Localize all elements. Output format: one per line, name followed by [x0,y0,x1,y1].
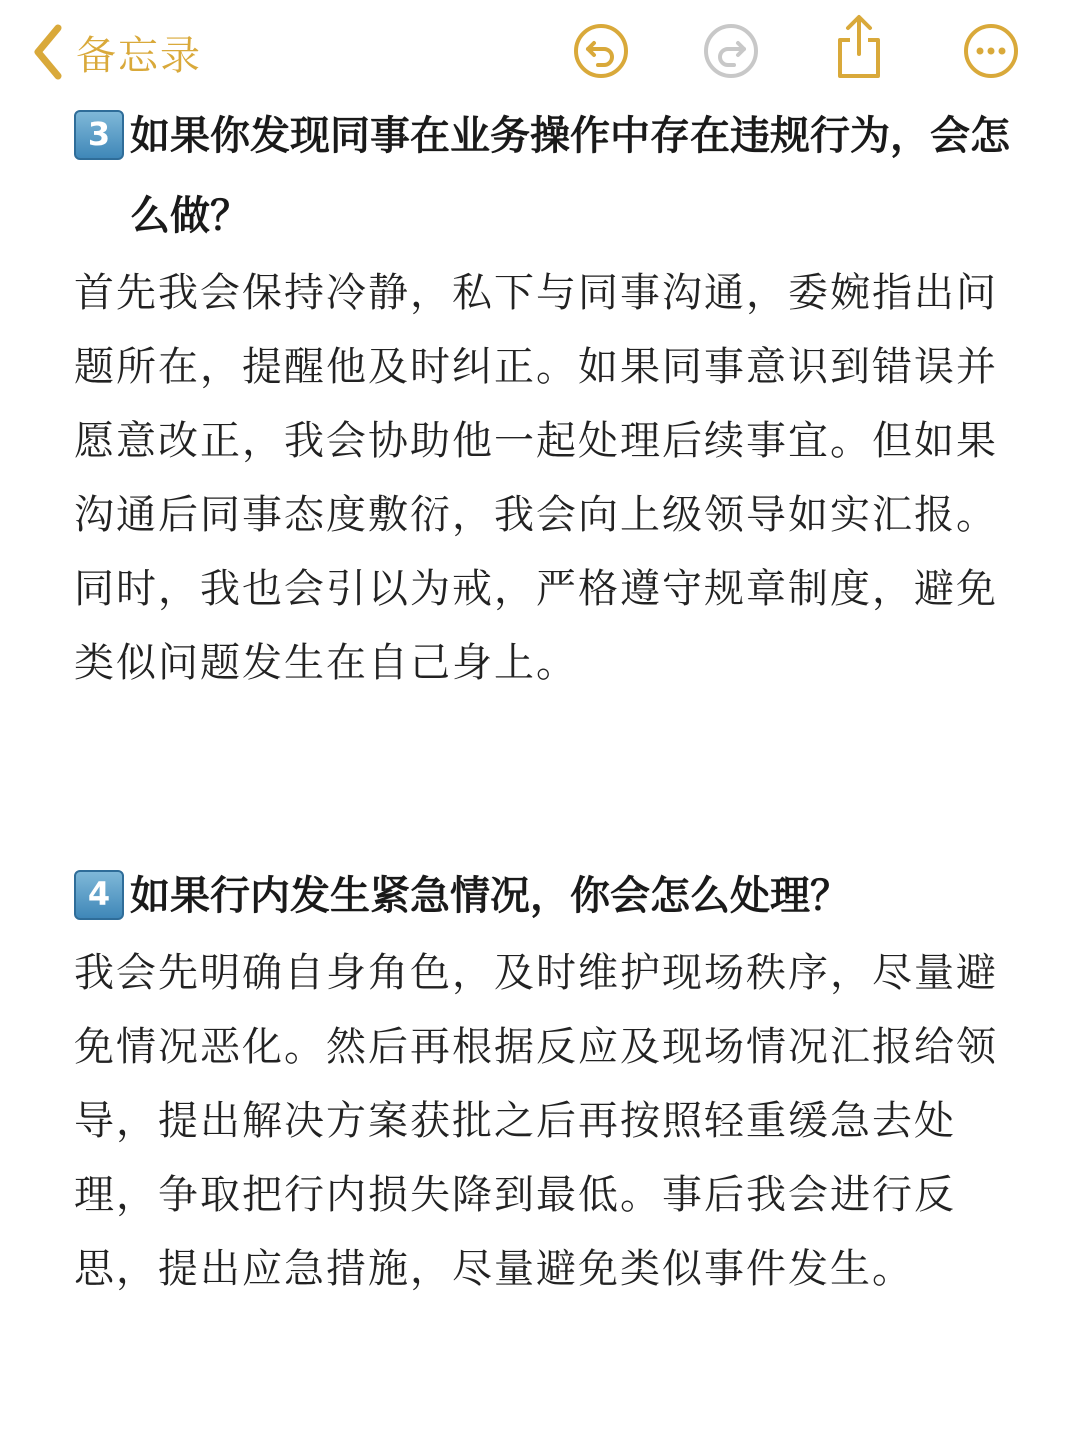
share-button[interactable] [830,14,888,80]
question-text: 如果你发现同事在业务操作中存在违规行为，会怎么做？ [130,113,1010,239]
question-heading [74,856,1014,936]
redo-icon [702,22,760,80]
back-button[interactable] [30,22,202,82]
redo-button[interactable] [702,22,760,80]
chevron-left-icon [30,24,64,80]
undo-button[interactable] [572,22,630,80]
answer-paragraph: 我会先明确自身角色，及时维护现场秩序，尽量避免情况恶化。然后再根据反应及现场情况汇报给领导，提出解决方案获批之后再按照轻重缓急去处理，争取把行内损失降到最低。事后我会进行反思，提出应急措施，尽量避免类似事件发生。 [74,950,998,1292]
answer-paragraph: 首先我会保持冷静，私下与同事沟通，委婉指出问题所在，提醒他及时纠正。如果同事意识到错误并愿意改正，我会协助他一起处理后续事宜。但如果沟通后同事态度敷衍，我会向上级领导如实汇报。同时，我也会引以为戒，严格遵守规章制度，避免类似问题发生在自己身上。 [74,270,998,686]
undo-icon [572,22,630,80]
keycap-number-icon: 4 [74,870,124,920]
more-icon [962,22,1020,80]
back-label: 备忘录 [76,32,202,79]
question-text: 如果行内发生紧急情况，你会怎么处理？ [130,873,850,919]
more-button[interactable] [962,22,1020,80]
share-icon [830,14,888,80]
question-heading [74,96,1014,256]
navigation-bar [0,0,1080,100]
note-body[interactable] [74,100,1014,1306]
keycap-number-icon: 3 [74,110,124,160]
